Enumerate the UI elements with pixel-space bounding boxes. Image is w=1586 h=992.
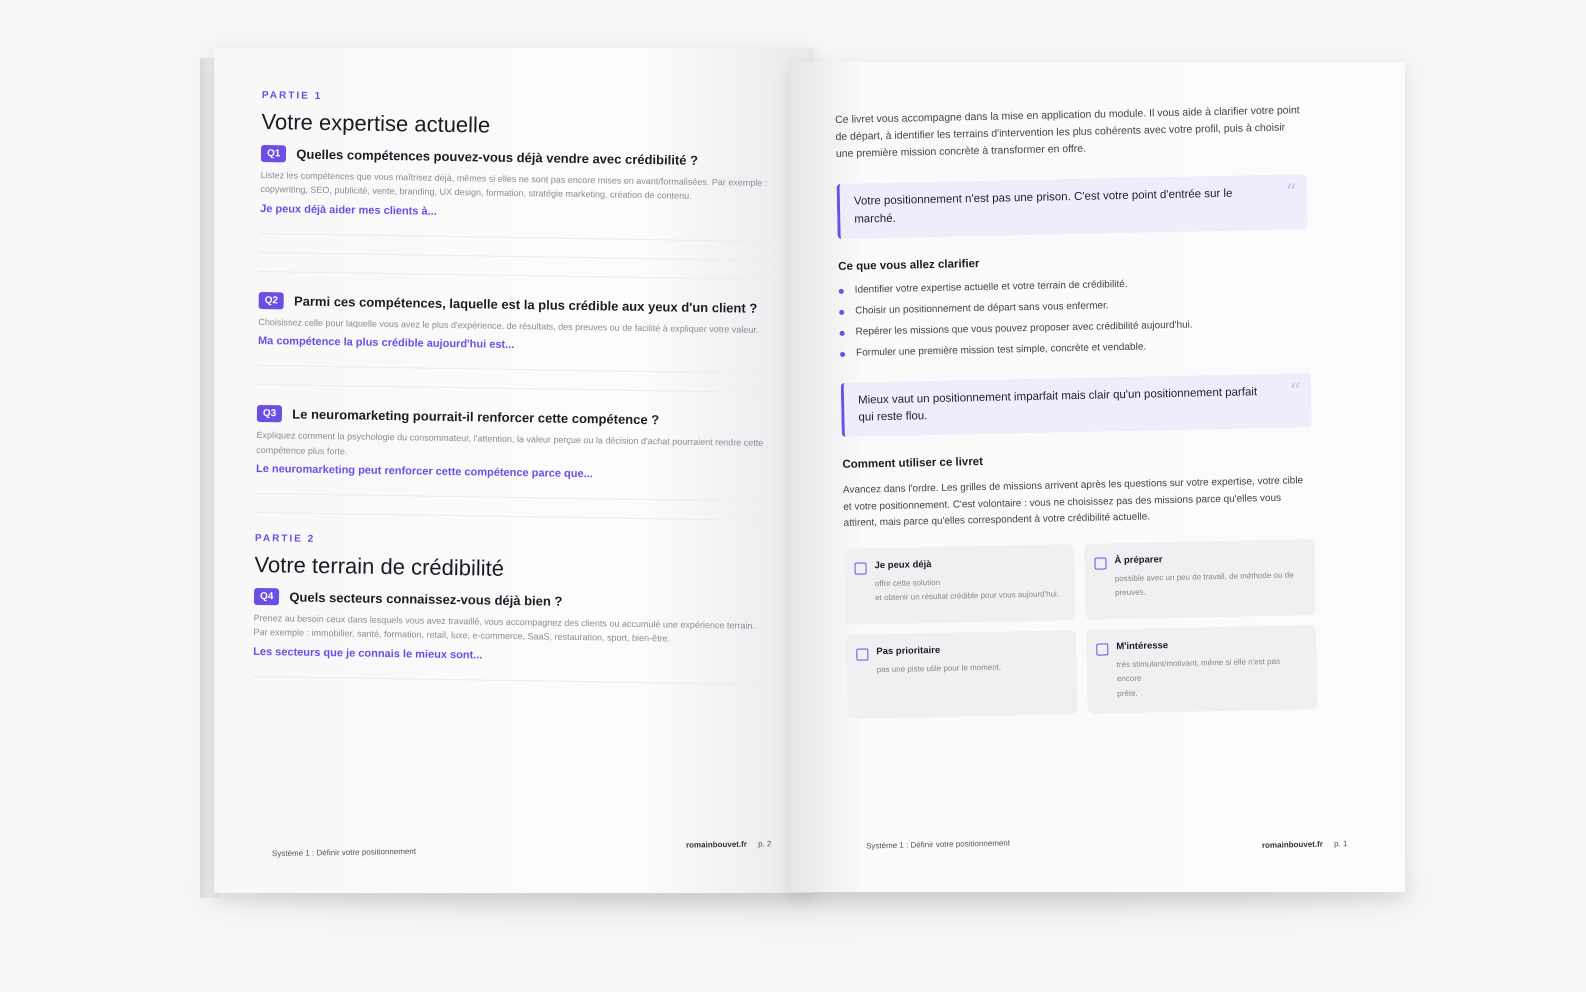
legend-card-je-peux-deja: [844, 544, 1076, 625]
quote-callout-1: [837, 175, 1308, 239]
question-block-q3: [255, 405, 767, 521]
card-title: Je peux déjà: [874, 558, 932, 572]
clarify-list: [839, 275, 1310, 359]
left-page-content: [252, 90, 771, 705]
legend-card-a-preparer: [1084, 539, 1316, 620]
left-footer-site-wrap: [686, 839, 772, 849]
q4-answer-prompt: Les secteurs que je connais le mieux sont...: [253, 645, 483, 662]
question-block-q1: [259, 145, 771, 280]
answer-line: [259, 271, 769, 280]
answer-line: [256, 493, 766, 502]
question-row: [257, 405, 767, 430]
q4-question: Quels secteurs connaissez-vous déjà bien ?: [289, 589, 563, 609]
q1-answer-prompt: Je peux déjà aider mes clients à...: [260, 202, 437, 218]
part1-label: PARTIE 1: [261, 90, 323, 102]
card-title: À préparer: [1114, 554, 1163, 567]
question-block-q2: [257, 292, 768, 393]
quote-text: Votre positionnement n'est pas une prison. C'est votre point d'entrée sur le marché.: [853, 188, 1233, 226]
answer-lines: [257, 365, 767, 393]
q4-badge: Q4: [254, 588, 280, 605]
quote-mark-icon: “: [1285, 180, 1298, 206]
q3-badge: Q3: [257, 405, 283, 422]
question-row: [254, 588, 764, 613]
checkbox-icon[interactable]: [856, 648, 868, 660]
part2-label: PARTIE 2: [254, 532, 316, 545]
q1-description: Listez les compétences que vous maîtrisez déjà, mêmes si elles ne sont pas encore mises en avant/formalisées. Par exemple : copywriting, SEO, publicité, vente, branding, UX design, formation, stratégie marketing, création de contenu.: [260, 169, 768, 202]
card-description: preuves.: [1115, 587, 1146, 598]
card-description: prête.: [1117, 688, 1138, 698]
quote-mark-icon: “: [1289, 379, 1302, 405]
answer-line: [260, 233, 770, 242]
left-footer-system: Système 1 : Définir votre positionnement: [271, 846, 417, 859]
part2-title: Votre terrain de crédibilité: [254, 551, 505, 581]
q2-description: Choisissez celle pour laquelle vous avez le plus d'expérience, de résultats, des preuves ou de facilité à expliquer votre valeur.: [258, 316, 759, 335]
legend-card-pas-prioritaire: [846, 630, 1078, 719]
answer-line: [259, 252, 769, 261]
right-footer-page: p. 1: [1333, 839, 1348, 849]
usage-title: Comment utiliser ce livret: [842, 456, 984, 472]
list-item: Repérer les missions que vous pouvez proposer avec crédibilité aujourd'hui.: [840, 317, 1310, 338]
card-description: très stimulant/motivant, même si elle n'est pas encore: [1116, 656, 1281, 684]
quote-callout-2: [841, 373, 1312, 437]
list-item: Choisir un positionnement de départ sans vous enfermer.: [839, 296, 1309, 317]
q3-question: Le neuromarketing pourrait-il renforcer cette compétence ?: [292, 406, 660, 428]
q2-question: Parmi ces compétences, laquelle est la plus crédible aux yeux d'un client ?: [293, 293, 758, 316]
list-item: Identifier votre expertise actuelle et votre terrain de crédibilité.: [839, 275, 1309, 296]
answer-lines: [259, 233, 770, 280]
checkbox-icon[interactable]: [854, 562, 866, 574]
card-description: et obtenir un résultat crédible pour vous aujourd'hui.: [875, 589, 1060, 603]
q2-badge: Q2: [259, 292, 285, 309]
right-footer-system: Système 1 : Définir votre positionnement: [865, 838, 1011, 851]
answer-lines: [253, 676, 763, 685]
left-page: [214, 48, 814, 893]
answer-line: [253, 676, 763, 685]
part1-title: Votre expertise actuelle: [261, 108, 491, 138]
q3-description: Expliquez comment la psychologie du consommateur, l'attention, la valeur perçue ou la décision d'achat pourraient rendre cette compétence plus forte.: [256, 430, 764, 456]
quote-text: Mieux vaut un positionnement imparfait mais clair qu'un positionnement parfait qui reste flou.: [857, 386, 1258, 424]
intro-paragraph: Ce livret vous accompagne dans la mise en application du module. Il vous aide à clarifier votre point de départ, à identifier les terrains d'intervention les plus cohérents avec votre profil, puis à choisir une première mission concrète à transformer en offre.: [835, 104, 1300, 160]
q4-description: Prenez au besoin ceux dans lesquels vous avez travaillé, vous accompagnez des clients ou accumulé une expérience terrain. Par exemple : immobilier, santé, formation, retail, luxe, e-commerce, SaaS, restauration, sport, bien-être.: [253, 612, 756, 644]
usage-paragraph: Avancez dans l'ordre. Les grilles de missions arrivent après les questions sur votre expertise, votre cible et votre positionnement. C'est volontaire : vous ne choisissez pas des missions parce qu'elles vous attirent, mais parce qu'elles correspondent à votre crédibilité actuelle.: [842, 475, 1304, 530]
question-row: [261, 145, 771, 170]
right-page: [790, 62, 1405, 892]
q3-answer-prompt: Le neuromarketing peut renforcer cette compétence parce que...: [255, 462, 593, 481]
checkbox-icon[interactable]: [1094, 557, 1106, 569]
mission-legend-grid: [844, 539, 1317, 719]
card-description: pas une piste utile pour le moment.: [876, 662, 1002, 675]
left-footer-page: p. 2: [757, 839, 772, 849]
q2-answer-prompt: Ma compétence la plus crédible aujourd'hui est...: [257, 335, 515, 352]
left-footer-site: romainbouvet.fr: [685, 839, 747, 850]
legend-card-m-interesse: [1086, 625, 1318, 714]
answer-line: [255, 512, 765, 521]
right-page-content: [835, 102, 1318, 719]
card-description: offrir cette solution: [874, 577, 941, 589]
checkbox-icon[interactable]: [1096, 643, 1108, 655]
clarify-title: Ce que vous allez clarifier: [838, 257, 980, 273]
answer-line: [257, 384, 767, 393]
question-row: [259, 292, 769, 317]
question-block-q4: [253, 588, 764, 685]
answer-lines: [255, 493, 765, 521]
q1-question: Quelles compétences pouvez-vous déjà vendre avec crédibilité ?: [296, 146, 699, 168]
q1-badge: Q1: [261, 145, 287, 162]
right-footer-site: romainbouvet.fr: [1261, 839, 1323, 850]
right-footer-site-wrap: [1262, 839, 1348, 850]
answer-line: [258, 365, 768, 374]
card-description: possible avec un peu de travail, de méthode ou de: [1114, 570, 1294, 584]
list-item: Formuler une première mission test simple, concrète et vendable.: [840, 338, 1310, 359]
card-title: M'intéresse: [1116, 640, 1169, 653]
card-title: Pas prioritaire: [876, 644, 941, 658]
